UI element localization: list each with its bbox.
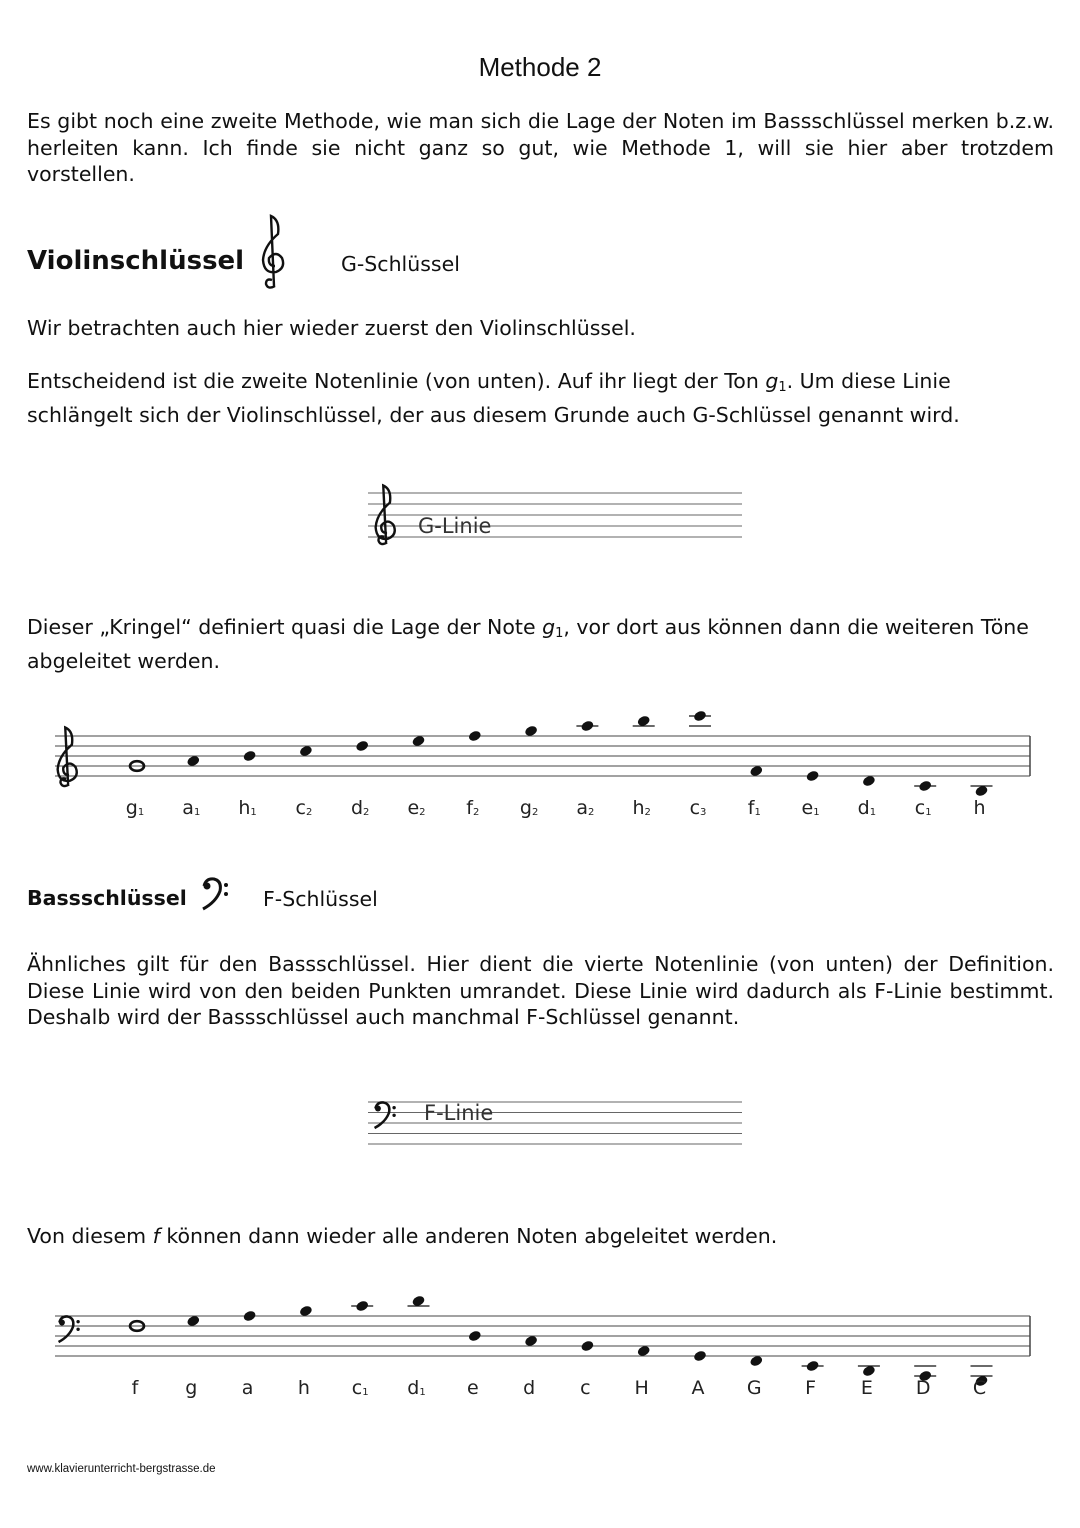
bass-clef-icon	[200, 876, 230, 912]
note-label: h	[973, 797, 986, 819]
note-label: H	[634, 1377, 649, 1399]
note-label: E	[860, 1377, 873, 1399]
note-head	[805, 1359, 820, 1372]
g-line-label: G-Linie	[418, 514, 492, 538]
footer-url: www.klavierunterricht-bergstrasse.de	[27, 1463, 216, 1475]
note-label: c1	[351, 1377, 369, 1399]
bass-paragraph-2: Von diesem f können dann wieder alle anderen Noten abgeleitet werden.	[27, 1224, 778, 1248]
note-label: g2	[519, 797, 539, 819]
f-line-label: F-Linie	[424, 1101, 494, 1125]
note-head	[580, 1339, 595, 1352]
note-label: f1	[747, 797, 761, 819]
note-label: e1	[801, 797, 820, 819]
note-label: C	[972, 1377, 987, 1399]
note-head	[242, 749, 257, 762]
note-label: e2	[407, 797, 426, 819]
note-label: f2	[466, 797, 480, 819]
note-label: a1	[182, 797, 201, 819]
page-title: Methode 2	[478, 52, 602, 82]
g-line-staff	[0, 470, 1080, 560]
note-label: e	[466, 1377, 479, 1399]
treble-clef-icon	[258, 212, 290, 292]
note-label: d1	[857, 797, 877, 819]
note-label: g	[185, 1377, 198, 1399]
note-label: a2	[576, 797, 595, 819]
intro-paragraph: Es gibt noch eine zweite Methode, wie man sich die Lage der Noten im Bassschlüssel merken b.z.w. herleiten kann. Ich finde sie nicht ganz so gut, wie Methode 1, will sie hier aber trotzdem vorstellen.	[27, 109, 1054, 186]
f-line-staff	[0, 1090, 1080, 1160]
note-head	[580, 719, 595, 732]
note-label: c	[580, 1377, 591, 1399]
note-head	[468, 1329, 483, 1342]
note-label: D	[915, 1377, 931, 1399]
note-label: h2	[632, 797, 651, 819]
note-label: d	[523, 1377, 536, 1399]
note-head	[693, 709, 708, 722]
note-head	[918, 779, 933, 792]
note-label: c2	[295, 797, 313, 819]
note-head	[468, 729, 483, 742]
violin-paragraph-1: Wir betrachten auch hier wieder zuerst den Violinschlüssel.	[27, 316, 636, 340]
note-label: g1	[125, 797, 145, 819]
note-label: c3	[689, 797, 707, 819]
note-label: A	[691, 1377, 705, 1399]
bass-paragraph-1: Ähnliches gilt für den Bassschlüssel. Hier dient die vierte Notenlinie (von unten) der Definition. Diese Linie wird von den beiden Punkten umrandet. Diese Linie wird dadurch als F-Linie bestimmt. Deshalb wird der Bassschlüssel auch manchmal F-Schlüssel genannt.	[27, 952, 1054, 1029]
bass-clef-icon	[375, 1102, 396, 1128]
note-label: d1	[407, 1377, 426, 1399]
note-head	[355, 1299, 370, 1312]
g-clef-alt-name: G-Schlüssel	[341, 252, 460, 276]
violin-paragraph-2: Entscheidend ist die zweite Notenlinie (von unten). Auf ihr liegt der Ton $g_1$. Um diese Linie schlängelt sich der Violinschlüssel, der aus diesem Grunde auch G-Schlüssel genannt wird.	[27, 369, 960, 427]
note-head	[242, 1309, 257, 1322]
bass-heading: Bassschlüssel	[27, 886, 187, 910]
violin-paragraph-3: Dieser „Kringel“ definiert quasi die Lage der Note $g_1$, vor dort aus können dann die weiteren Töne abgeleitet werden.	[27, 615, 1029, 673]
note-label: G	[746, 1377, 762, 1399]
bass-clef-icon	[59, 1316, 80, 1342]
note-head	[693, 1349, 708, 1362]
note-label: c1	[914, 797, 932, 819]
f-clef-alt-name: F-Schlüssel	[263, 887, 378, 911]
bass-note-staff	[0, 1280, 1080, 1420]
note-head	[805, 769, 820, 782]
violin-heading: Violinschlüssel	[27, 246, 245, 276]
note-label: h	[297, 1377, 310, 1399]
note-head	[355, 739, 370, 752]
note-label: F	[805, 1377, 817, 1399]
note-label: f	[131, 1377, 139, 1399]
note-label: a	[241, 1377, 254, 1399]
treble-note-staff	[0, 690, 1080, 830]
note-label: d2	[350, 797, 370, 819]
note-label: h1	[238, 797, 257, 819]
